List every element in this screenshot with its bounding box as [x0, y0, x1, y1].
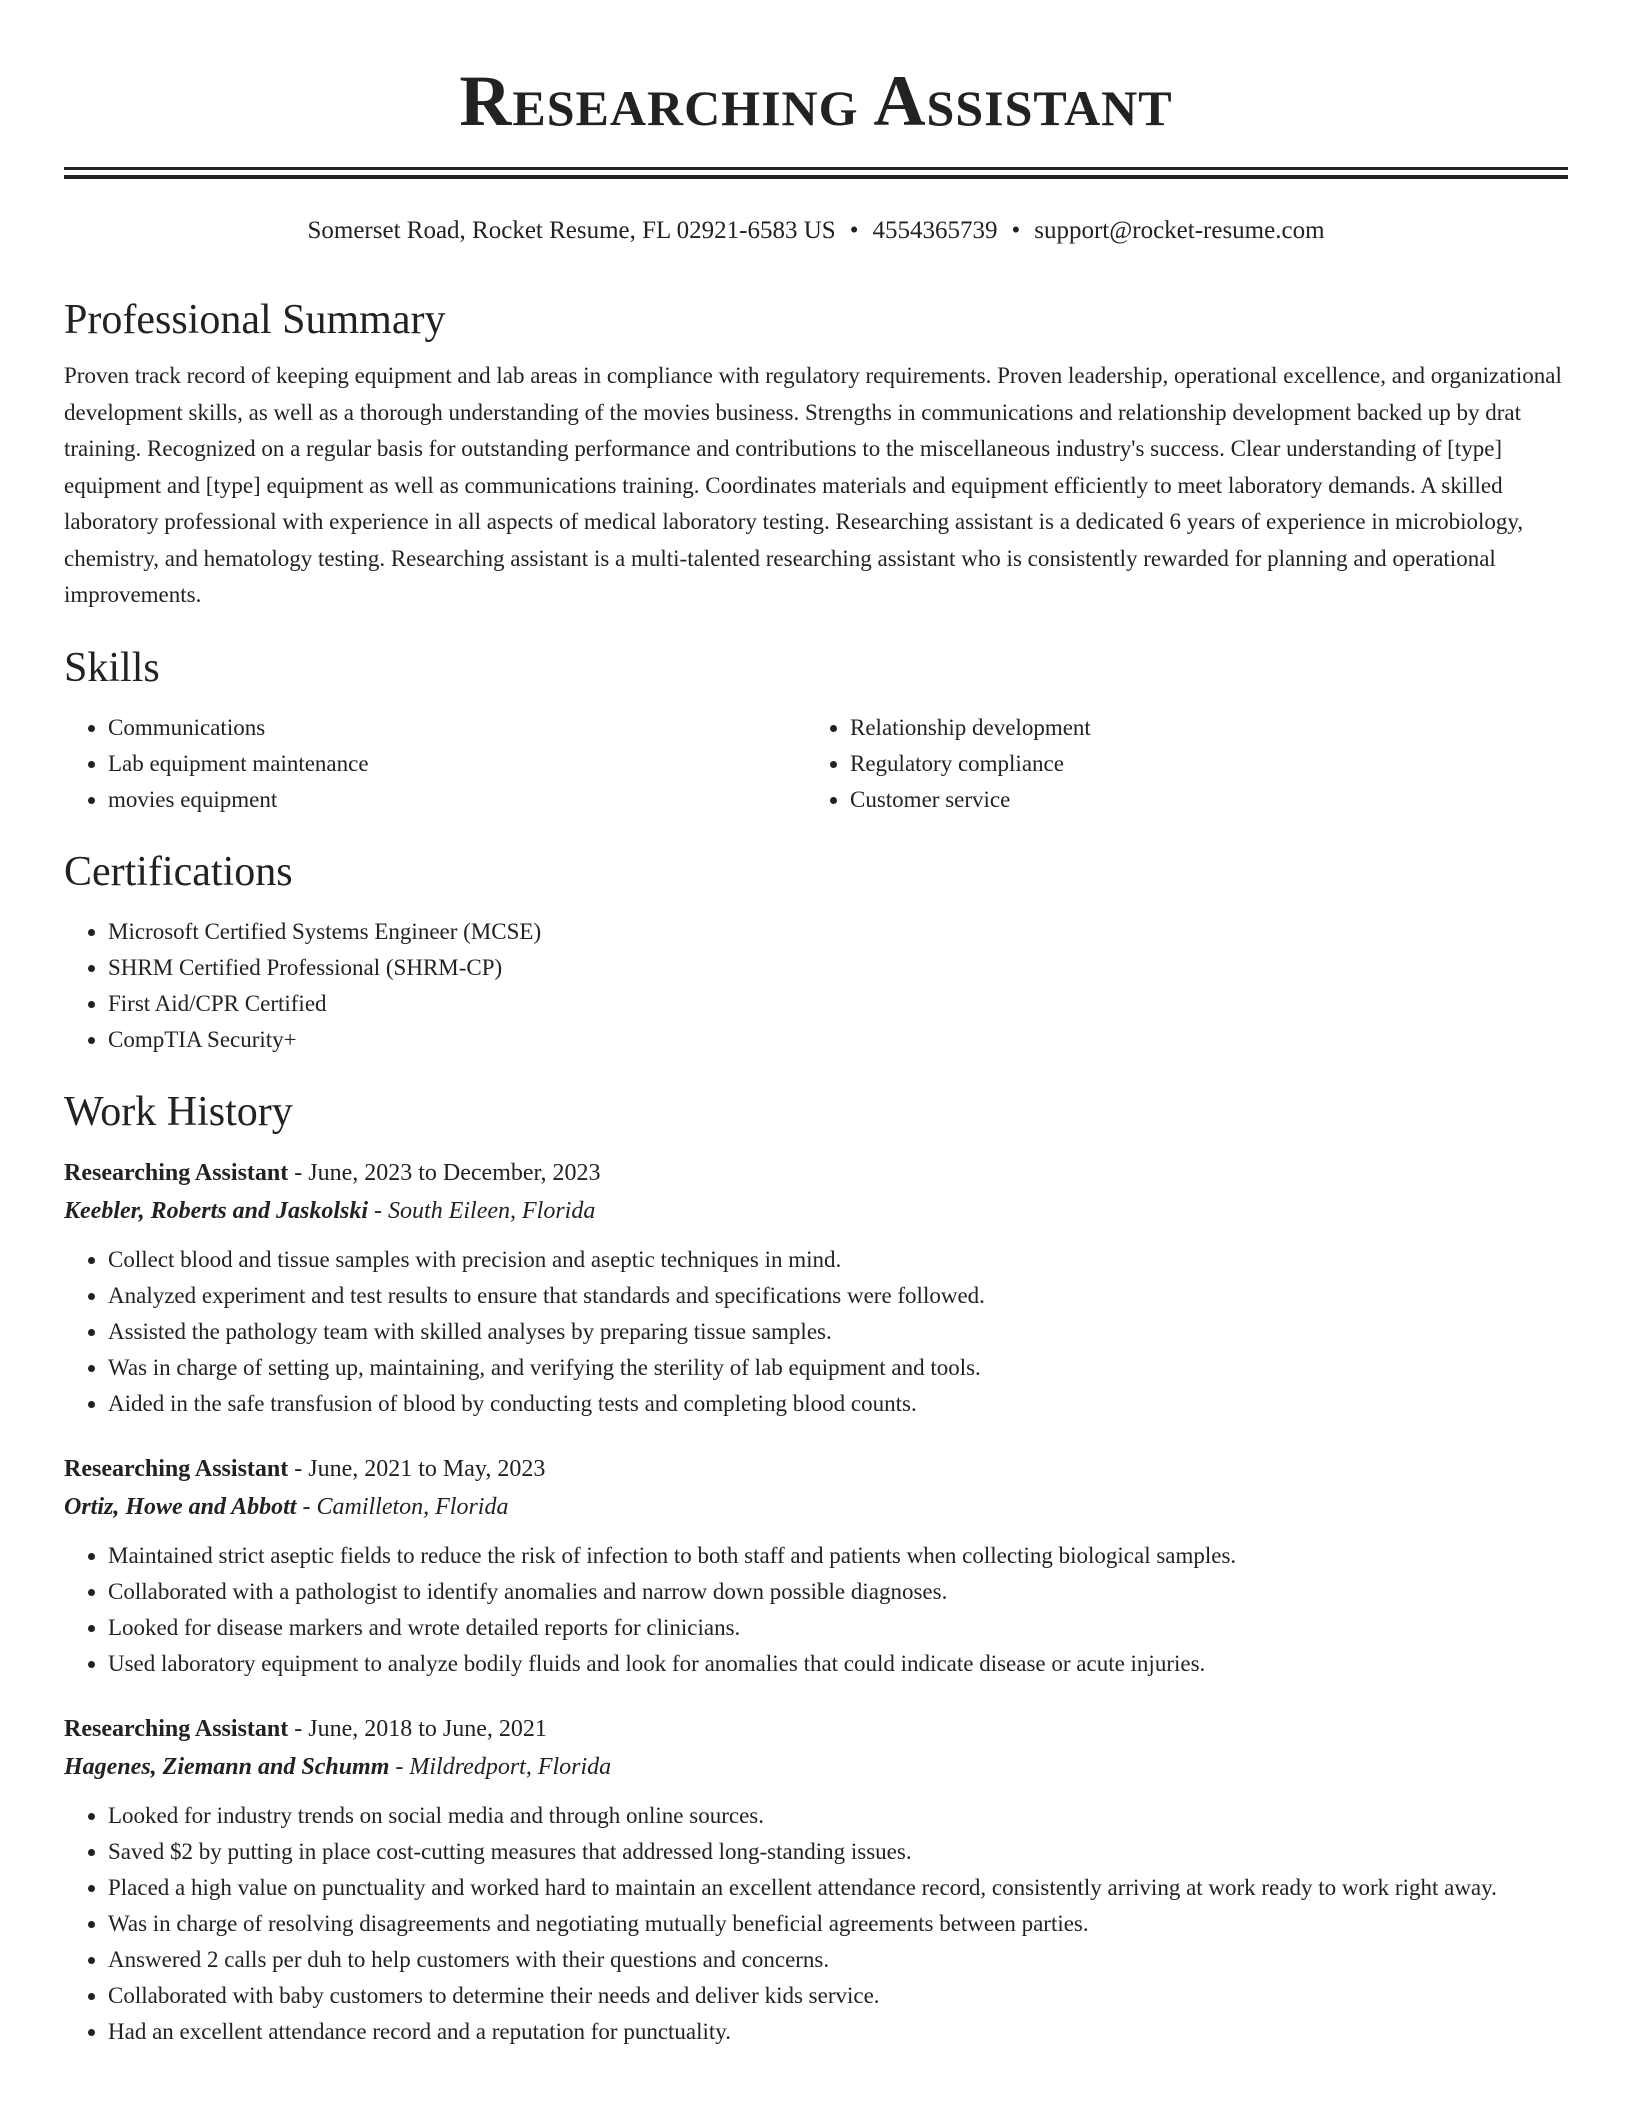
- job-title-line: [64, 1450, 1568, 1488]
- job-title: Researching Assistant: [64, 1715, 289, 1742]
- certification-item: • First Aid/CPR Certified: [108, 986, 1568, 1022]
- job-bullets: [64, 1538, 1568, 1682]
- job-bullet: • Answered 2 calls per duh to help customers with their questions and concerns.: [108, 1942, 1568, 1978]
- resume-title: Researching Assistant: [459, 61, 1173, 141]
- job-entry: [64, 1450, 1568, 1682]
- certification-item: • SHRM Certified Professional (SHRM-CP): [108, 950, 1568, 986]
- contact-phone: 4554365739: [872, 217, 998, 244]
- work-history-heading: Work History: [64, 1088, 293, 1135]
- job-bullets: [64, 1242, 1568, 1422]
- skills-list-right: [806, 710, 1548, 818]
- job-entry: [64, 1710, 1568, 2050]
- job-company: Keebler, Roberts and Jaskolski: [64, 1197, 369, 1224]
- skill-item: • Relationship development: [850, 710, 1548, 746]
- contact-separator: •: [849, 217, 859, 244]
- title-rule-top: [64, 167, 1568, 170]
- job-dates: - June, 2018 to June, 2021: [288, 1715, 547, 1742]
- skill-item: • Lab equipment maintenance: [108, 746, 806, 782]
- job-company-line: [64, 1488, 1568, 1526]
- job-location: - South Eileen, Florida: [368, 1197, 596, 1224]
- summary-section: [64, 288, 1568, 614]
- job-bullet: • Was in charge of setting up, maintaining, and verifying the sterility of lab equipment and tools.: [108, 1350, 1568, 1386]
- job-title: Researching Assistant: [64, 1159, 289, 1186]
- skills-list-left: [64, 710, 806, 818]
- job-bullet: • Was in charge of resolving disagreements and negotiating mutually beneficial agreements between parties.: [108, 1906, 1568, 1942]
- contact-email: support@rocket-resume.com: [1034, 217, 1325, 244]
- job-company: Ortiz, Howe and Abbott: [64, 1493, 297, 1520]
- job-company-line: [64, 1748, 1568, 1786]
- job-bullet: • Collaborated with baby customers to determine their needs and deliver kids service.: [108, 1978, 1568, 2014]
- summary-text: Proven track record of keeping equipment and lab areas in compliance with regulatory requirements. Proven leadership, operational excellence, and organizational development skills, as well as a thorough understanding of the movies business. Strengths in communications and relationship development backed up by drat training. Recognized on a regular basis for outstanding performance and contributions to the miscellaneous industry's success. Clear understanding of [type] equipment and [type] equipment as well as communications training. Coordinates materials and equipment efficiently to meet laboratory demands. A skilled laboratory professional with experience in all aspects of medical laboratory testing. Researching assistant is a dedicated 6 years of experience in microbiology, chemistry, and hematology testing. Researching assistant is a multi-talented researching assistant who is consistently rewarded for planning and operational improvements.: [64, 363, 1562, 607]
- job-bullets: [64, 1798, 1568, 2050]
- certifications-heading: Certifications: [64, 848, 293, 895]
- job-bullet: • Collect blood and tissue samples with precision and aseptic techniques in mind.: [108, 1242, 1568, 1278]
- title-rule-bottom: [64, 175, 1568, 179]
- certification-item: • CompTIA Security+: [108, 1022, 1568, 1058]
- job-dates: - June, 2021 to May, 2023: [288, 1455, 546, 1482]
- skills-columns: [64, 710, 1568, 818]
- certifications-list: [64, 914, 1568, 1058]
- contact-separator: •: [1011, 217, 1021, 244]
- job-title: Researching Assistant: [64, 1455, 289, 1482]
- job-bullet: • Used laboratory equipment to analyze bodily fluids and look for anomalies that could indicate disease or acute injuries.: [108, 1646, 1568, 1682]
- job-entry: [64, 1154, 1568, 1422]
- contact-line: [0, 214, 1632, 248]
- resume-content: [64, 288, 1568, 2078]
- job-bullet: • Placed a high value on punctuality and worked hard to maintain an excellent attendance record, consistently arriving at work ready to work right away.: [108, 1870, 1568, 1906]
- job-dates: - June, 2023 to December, 2023: [288, 1159, 601, 1186]
- job-bullet: • Looked for disease markers and wrote detailed reports for clinicians.: [108, 1610, 1568, 1646]
- work-history-section: [64, 1080, 1568, 2050]
- skill-item: • movies equipment: [108, 782, 806, 818]
- job-company: Hagenes, Ziemann and Schumm: [64, 1753, 390, 1780]
- job-bullet: • Had an excellent attendance record and a reputation for punctuality.: [108, 2014, 1568, 2050]
- skills-section: [64, 636, 1568, 818]
- contact-address: Somerset Road, Rocket Resume, FL 02921-6583 US: [307, 217, 836, 244]
- certification-item: • Microsoft Certified Systems Engineer (MCSE): [108, 914, 1568, 950]
- skill-item: • Communications: [108, 710, 806, 746]
- job-location: - Mildredport, Florida: [389, 1753, 612, 1780]
- job-bullet: • Collaborated with a pathologist to identify anomalies and narrow down possible diagnoses.: [108, 1574, 1568, 1610]
- job-company-line: [64, 1192, 1568, 1230]
- job-bullet: • Saved $2 by putting in place cost-cutting measures that addressed long-standing issues.: [108, 1834, 1568, 1870]
- job-title-line: [64, 1154, 1568, 1192]
- skills-heading: Skills: [64, 644, 160, 691]
- skill-item: • Regulatory compliance: [850, 746, 1548, 782]
- job-location: - Camilleton, Florida: [296, 1493, 509, 1520]
- job-bullet: • Assisted the pathology team with skilled analyses by preparing tissue samples.: [108, 1314, 1568, 1350]
- summary-heading: Professional Summary: [64, 297, 446, 343]
- job-bullet: • Looked for industry trends on social media and through online sources.: [108, 1798, 1568, 1834]
- certifications-section: [64, 840, 1568, 1058]
- job-bullet: • Maintained strict aseptic fields to reduce the risk of infection to both staff and patients when collecting biological samples.: [108, 1538, 1568, 1574]
- job-bullet: • Aided in the safe transfusion of blood by conducting tests and completing blood counts.: [108, 1386, 1568, 1422]
- job-bullet: • Analyzed experiment and test results to ensure that standards and specifications were followed.: [108, 1278, 1568, 1314]
- skill-item: • Customer service: [850, 782, 1548, 818]
- job-title-line: [64, 1710, 1568, 1748]
